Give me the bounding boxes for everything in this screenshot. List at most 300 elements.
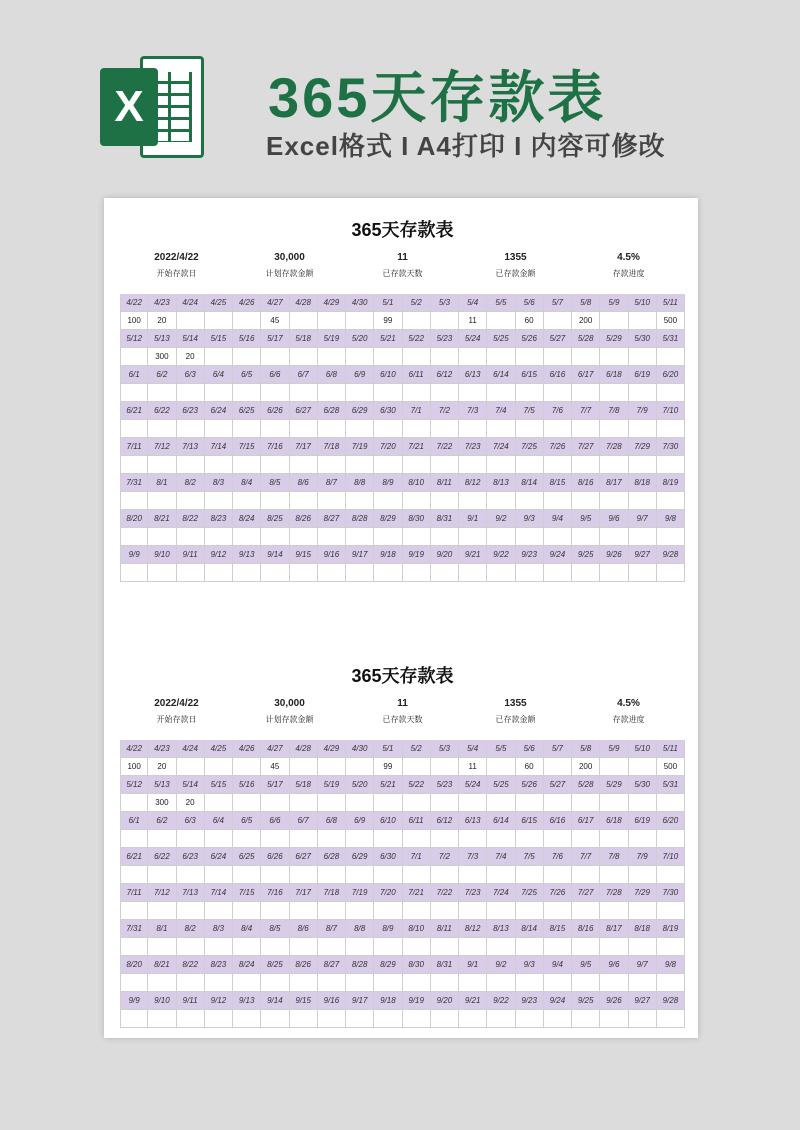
amount-cell[interactable] [233, 938, 261, 956]
amount-cell[interactable] [516, 384, 544, 402]
amount-cell[interactable] [261, 528, 289, 546]
amount-cell[interactable] [431, 938, 459, 956]
amount-cell[interactable] [459, 528, 487, 546]
amount-cell[interactable] [516, 938, 544, 956]
amount-cell[interactable] [318, 866, 346, 884]
amount-cell[interactable] [346, 384, 374, 402]
amount-cell[interactable] [600, 794, 628, 812]
amount-cell[interactable] [657, 564, 685, 582]
amount-cell[interactable] [516, 794, 544, 812]
amount-cell[interactable]: 20 [148, 312, 176, 330]
amount-cell[interactable] [318, 564, 346, 582]
amount-cell[interactable] [431, 830, 459, 848]
amount-cell[interactable]: 45 [261, 758, 289, 776]
amount-cell[interactable] [205, 312, 233, 330]
amount-cell[interactable] [120, 420, 148, 438]
amount-cell[interactable] [403, 902, 431, 920]
amount-cell[interactable] [205, 794, 233, 812]
amount-cell[interactable] [487, 348, 515, 366]
amount-cell[interactable] [516, 902, 544, 920]
amount-cell[interactable] [403, 794, 431, 812]
amount-cell[interactable] [572, 420, 600, 438]
amount-cell[interactable] [403, 758, 431, 776]
amount-cell[interactable] [177, 492, 205, 510]
amount-cell[interactable] [600, 902, 628, 920]
amount-cell[interactable] [233, 384, 261, 402]
amount-cell[interactable] [261, 794, 289, 812]
amount-cell[interactable] [205, 866, 233, 884]
amount-cell[interactable] [600, 758, 628, 776]
amount-cell[interactable] [629, 456, 657, 474]
amount-cell[interactable] [177, 830, 205, 848]
amount-cell[interactable] [374, 1010, 402, 1028]
amount-cell[interactable] [431, 902, 459, 920]
amount-cell[interactable] [261, 974, 289, 992]
amount-cell[interactable] [233, 420, 261, 438]
amount-cell[interactable] [318, 974, 346, 992]
amount-cell[interactable] [374, 420, 402, 438]
amount-cell[interactable] [120, 938, 148, 956]
amount-cell[interactable] [544, 492, 572, 510]
amount-cell[interactable] [290, 758, 318, 776]
amount-cell[interactable]: 100 [120, 312, 148, 330]
amount-cell[interactable]: 45 [261, 312, 289, 330]
amount-cell[interactable] [431, 348, 459, 366]
amount-cell[interactable] [403, 384, 431, 402]
amount-cell[interactable] [261, 384, 289, 402]
amount-cell[interactable] [177, 866, 205, 884]
amount-cell[interactable] [177, 384, 205, 402]
amount-cell[interactable] [233, 312, 261, 330]
amount-cell[interactable] [572, 794, 600, 812]
amount-cell[interactable] [459, 384, 487, 402]
amount-cell[interactable] [261, 348, 289, 366]
amount-cell[interactable] [374, 384, 402, 402]
amount-cell[interactable] [233, 974, 261, 992]
amount-cell[interactable] [120, 492, 148, 510]
amount-cell[interactable] [516, 866, 544, 884]
amount-cell[interactable] [205, 758, 233, 776]
amount-cell[interactable] [629, 794, 657, 812]
amount-cell[interactable] [544, 420, 572, 438]
amount-cell[interactable] [374, 348, 402, 366]
amount-cell[interactable] [657, 1010, 685, 1028]
amount-cell[interactable] [657, 902, 685, 920]
amount-cell[interactable] [629, 938, 657, 956]
amount-cell[interactable] [544, 312, 572, 330]
amount-cell[interactable] [657, 384, 685, 402]
amount-cell[interactable] [346, 312, 374, 330]
amount-cell[interactable]: 200 [572, 312, 600, 330]
amount-cell[interactable] [431, 528, 459, 546]
amount-cell[interactable] [403, 1010, 431, 1028]
amount-cell[interactable] [516, 1010, 544, 1028]
amount-cell[interactable] [657, 794, 685, 812]
amount-cell[interactable] [403, 938, 431, 956]
amount-cell[interactable] [374, 794, 402, 812]
amount-cell[interactable] [600, 938, 628, 956]
amount-cell[interactable] [120, 528, 148, 546]
amount-cell[interactable] [346, 492, 374, 510]
amount-cell[interactable] [572, 384, 600, 402]
amount-cell[interactable]: 500 [657, 312, 685, 330]
amount-cell[interactable] [346, 456, 374, 474]
amount-cell[interactable] [205, 384, 233, 402]
amount-cell[interactable] [629, 384, 657, 402]
amount-cell[interactable] [657, 420, 685, 438]
amount-cell[interactable] [403, 528, 431, 546]
amount-cell[interactable] [516, 528, 544, 546]
amount-cell[interactable] [261, 456, 289, 474]
amount-cell[interactable] [290, 938, 318, 956]
amount-cell[interactable] [459, 348, 487, 366]
amount-cell[interactable] [600, 492, 628, 510]
amount-cell[interactable] [600, 456, 628, 474]
amount-cell[interactable] [459, 420, 487, 438]
amount-cell[interactable] [629, 420, 657, 438]
amount-cell[interactable] [233, 866, 261, 884]
amount-cell[interactable] [629, 348, 657, 366]
amount-cell[interactable] [318, 492, 346, 510]
amount-cell[interactable] [516, 974, 544, 992]
amount-cell[interactable] [403, 348, 431, 366]
amount-cell[interactable] [403, 866, 431, 884]
amount-cell[interactable] [233, 348, 261, 366]
amount-cell[interactable] [572, 348, 600, 366]
amount-cell[interactable]: 60 [516, 758, 544, 776]
amount-cell[interactable] [346, 866, 374, 884]
amount-cell[interactable] [544, 528, 572, 546]
amount-cell[interactable] [544, 974, 572, 992]
amount-cell[interactable]: 300 [148, 348, 176, 366]
amount-cell[interactable] [290, 902, 318, 920]
amount-cell[interactable] [148, 420, 176, 438]
amount-cell[interactable] [177, 1010, 205, 1028]
amount-cell[interactable] [572, 528, 600, 546]
amount-cell[interactable]: 99 [374, 312, 402, 330]
amount-cell[interactable] [431, 312, 459, 330]
amount-cell[interactable] [657, 938, 685, 956]
amount-cell[interactable] [544, 384, 572, 402]
amount-cell[interactable] [346, 420, 374, 438]
amount-cell[interactable] [148, 866, 176, 884]
amount-cell[interactable] [431, 974, 459, 992]
amount-cell[interactable] [346, 974, 374, 992]
amount-cell[interactable] [233, 902, 261, 920]
amount-cell[interactable] [205, 830, 233, 848]
amount-cell[interactable] [318, 938, 346, 956]
amount-cell[interactable] [346, 902, 374, 920]
amount-cell[interactable] [544, 866, 572, 884]
amount-cell[interactable] [657, 456, 685, 474]
amount-cell[interactable] [318, 420, 346, 438]
amount-cell[interactable] [318, 348, 346, 366]
amount-cell[interactable] [544, 830, 572, 848]
amount-cell[interactable]: 100 [120, 758, 148, 776]
amount-cell[interactable] [290, 456, 318, 474]
amount-cell[interactable]: 99 [374, 758, 402, 776]
amount-cell[interactable] [487, 492, 515, 510]
amount-cell[interactable] [657, 492, 685, 510]
amount-cell[interactable] [290, 420, 318, 438]
amount-cell[interactable] [629, 1010, 657, 1028]
amount-cell[interactable] [459, 830, 487, 848]
amount-cell[interactable] [487, 830, 515, 848]
amount-cell[interactable] [177, 312, 205, 330]
amount-cell[interactable] [261, 1010, 289, 1028]
amount-cell[interactable] [120, 456, 148, 474]
amount-cell[interactable]: 300 [148, 794, 176, 812]
amount-cell[interactable] [600, 348, 628, 366]
amount-cell[interactable] [600, 974, 628, 992]
amount-cell[interactable] [318, 1010, 346, 1028]
amount-cell[interactable] [487, 1010, 515, 1028]
amount-cell[interactable] [629, 866, 657, 884]
amount-cell[interactable] [600, 564, 628, 582]
amount-cell[interactable] [374, 830, 402, 848]
amount-cell[interactable] [148, 902, 176, 920]
amount-cell[interactable] [233, 830, 261, 848]
amount-cell[interactable] [318, 456, 346, 474]
amount-cell[interactable] [318, 758, 346, 776]
amount-cell[interactable] [346, 1010, 374, 1028]
amount-cell[interactable] [290, 564, 318, 582]
amount-cell[interactable] [431, 758, 459, 776]
amount-cell[interactable] [318, 794, 346, 812]
amount-cell[interactable] [544, 938, 572, 956]
amount-cell[interactable] [600, 830, 628, 848]
amount-cell[interactable] [346, 528, 374, 546]
amount-cell[interactable] [629, 564, 657, 582]
amount-cell[interactable] [572, 866, 600, 884]
amount-cell[interactable] [233, 456, 261, 474]
amount-cell[interactable] [233, 1010, 261, 1028]
amount-cell[interactable] [544, 902, 572, 920]
amount-cell[interactable] [459, 564, 487, 582]
amount-cell[interactable] [120, 866, 148, 884]
amount-cell[interactable] [177, 564, 205, 582]
amount-cell[interactable] [261, 866, 289, 884]
amount-cell[interactable] [374, 528, 402, 546]
amount-cell[interactable] [600, 384, 628, 402]
amount-cell[interactable] [572, 564, 600, 582]
amount-cell[interactable] [205, 348, 233, 366]
amount-cell[interactable] [431, 384, 459, 402]
amount-cell[interactable] [374, 492, 402, 510]
amount-cell[interactable] [261, 830, 289, 848]
amount-cell[interactable] [177, 938, 205, 956]
amount-cell[interactable] [572, 1010, 600, 1028]
amount-cell[interactable] [600, 866, 628, 884]
amount-cell[interactable] [403, 492, 431, 510]
amount-cell[interactable] [459, 456, 487, 474]
amount-cell[interactable] [233, 758, 261, 776]
amount-cell[interactable] [657, 974, 685, 992]
amount-cell[interactable] [403, 830, 431, 848]
amount-cell[interactable] [290, 348, 318, 366]
amount-cell[interactable] [487, 758, 515, 776]
amount-cell[interactable] [487, 938, 515, 956]
amount-cell[interactable] [374, 902, 402, 920]
amount-cell[interactable] [120, 564, 148, 582]
amount-cell[interactable]: 11 [459, 758, 487, 776]
amount-cell[interactable] [374, 866, 402, 884]
amount-cell[interactable] [290, 794, 318, 812]
amount-cell[interactable] [487, 902, 515, 920]
amount-cell[interactable] [459, 938, 487, 956]
amount-cell[interactable] [120, 348, 148, 366]
amount-cell[interactable] [487, 528, 515, 546]
amount-cell[interactable]: 20 [148, 758, 176, 776]
amount-cell[interactable] [177, 902, 205, 920]
amount-cell[interactable]: 500 [657, 758, 685, 776]
amount-cell[interactable] [205, 492, 233, 510]
amount-cell[interactable] [600, 528, 628, 546]
amount-cell[interactable] [205, 902, 233, 920]
amount-cell[interactable] [657, 866, 685, 884]
amount-cell[interactable] [261, 564, 289, 582]
amount-cell[interactable] [205, 938, 233, 956]
amount-cell[interactable] [120, 902, 148, 920]
amount-cell[interactable] [544, 758, 572, 776]
amount-cell[interactable] [233, 794, 261, 812]
amount-cell[interactable] [177, 528, 205, 546]
amount-cell[interactable] [374, 938, 402, 956]
amount-cell[interactable] [261, 420, 289, 438]
amount-cell[interactable] [318, 384, 346, 402]
amount-cell[interactable] [403, 420, 431, 438]
amount-cell[interactable] [233, 528, 261, 546]
amount-cell[interactable] [403, 974, 431, 992]
amount-cell[interactable] [516, 420, 544, 438]
amount-cell[interactable] [290, 384, 318, 402]
amount-cell[interactable] [459, 902, 487, 920]
amount-cell[interactable] [459, 492, 487, 510]
amount-cell[interactable] [431, 492, 459, 510]
amount-cell[interactable] [403, 456, 431, 474]
amount-cell[interactable] [629, 492, 657, 510]
amount-cell[interactable] [205, 420, 233, 438]
amount-cell[interactable] [148, 492, 176, 510]
amount-cell[interactable] [177, 758, 205, 776]
amount-cell[interactable] [346, 830, 374, 848]
amount-cell[interactable] [318, 830, 346, 848]
amount-cell[interactable] [657, 348, 685, 366]
amount-cell[interactable] [459, 974, 487, 992]
amount-cell[interactable] [487, 974, 515, 992]
amount-cell[interactable] [629, 974, 657, 992]
amount-cell[interactable] [572, 830, 600, 848]
amount-cell[interactable] [177, 974, 205, 992]
amount-cell[interactable] [544, 1010, 572, 1028]
amount-cell[interactable] [516, 830, 544, 848]
amount-cell[interactable] [459, 794, 487, 812]
amount-cell[interactable] [120, 1010, 148, 1028]
amount-cell[interactable] [346, 938, 374, 956]
amount-cell[interactable]: 20 [177, 348, 205, 366]
amount-cell[interactable] [205, 974, 233, 992]
amount-cell[interactable] [629, 830, 657, 848]
amount-cell[interactable] [318, 528, 346, 546]
amount-cell[interactable] [148, 938, 176, 956]
amount-cell[interactable] [544, 456, 572, 474]
amount-cell[interactable] [290, 974, 318, 992]
amount-cell[interactable] [403, 564, 431, 582]
amount-cell[interactable] [205, 564, 233, 582]
amount-cell[interactable] [572, 938, 600, 956]
amount-cell[interactable] [374, 456, 402, 474]
amount-cell[interactable] [290, 492, 318, 510]
amount-cell[interactable] [544, 794, 572, 812]
amount-cell[interactable] [459, 866, 487, 884]
amount-cell[interactable] [516, 564, 544, 582]
amount-cell[interactable] [600, 312, 628, 330]
amount-cell[interactable] [403, 312, 431, 330]
amount-cell[interactable] [374, 974, 402, 992]
amount-cell[interactable] [487, 866, 515, 884]
amount-cell[interactable] [629, 312, 657, 330]
amount-cell[interactable]: 200 [572, 758, 600, 776]
amount-cell[interactable] [290, 312, 318, 330]
amount-cell[interactable] [233, 564, 261, 582]
amount-cell[interactable] [261, 902, 289, 920]
amount-cell[interactable] [261, 492, 289, 510]
amount-cell[interactable] [205, 1010, 233, 1028]
amount-cell[interactable] [431, 456, 459, 474]
amount-cell[interactable] [629, 758, 657, 776]
amount-cell[interactable] [318, 902, 346, 920]
amount-cell[interactable] [346, 348, 374, 366]
amount-cell[interactable] [516, 348, 544, 366]
amount-cell[interactable] [544, 564, 572, 582]
amount-cell[interactable] [572, 902, 600, 920]
amount-cell[interactable] [148, 1010, 176, 1028]
amount-cell[interactable] [431, 564, 459, 582]
amount-cell[interactable] [629, 528, 657, 546]
amount-cell[interactable] [600, 1010, 628, 1028]
amount-cell[interactable] [233, 492, 261, 510]
amount-cell[interactable] [177, 420, 205, 438]
amount-cell[interactable] [290, 1010, 318, 1028]
amount-cell[interactable] [290, 528, 318, 546]
amount-cell[interactable]: 60 [516, 312, 544, 330]
amount-cell[interactable] [516, 492, 544, 510]
amount-cell[interactable]: 20 [177, 794, 205, 812]
amount-cell[interactable] [487, 794, 515, 812]
amount-cell[interactable] [148, 384, 176, 402]
amount-cell[interactable] [148, 974, 176, 992]
amount-cell[interactable] [459, 1010, 487, 1028]
amount-cell[interactable] [600, 420, 628, 438]
amount-cell[interactable] [120, 384, 148, 402]
amount-cell[interactable] [346, 564, 374, 582]
amount-cell[interactable] [374, 564, 402, 582]
amount-cell[interactable] [318, 312, 346, 330]
amount-cell[interactable] [148, 564, 176, 582]
amount-cell[interactable] [487, 456, 515, 474]
amount-cell[interactable] [657, 830, 685, 848]
amount-cell[interactable] [431, 866, 459, 884]
amount-cell[interactable] [487, 312, 515, 330]
amount-cell[interactable] [346, 794, 374, 812]
amount-cell[interactable] [487, 564, 515, 582]
amount-cell[interactable] [572, 456, 600, 474]
amount-cell[interactable] [148, 456, 176, 474]
amount-cell[interactable] [120, 974, 148, 992]
amount-cell[interactable] [290, 830, 318, 848]
amount-cell[interactable] [629, 902, 657, 920]
amount-cell[interactable] [148, 528, 176, 546]
